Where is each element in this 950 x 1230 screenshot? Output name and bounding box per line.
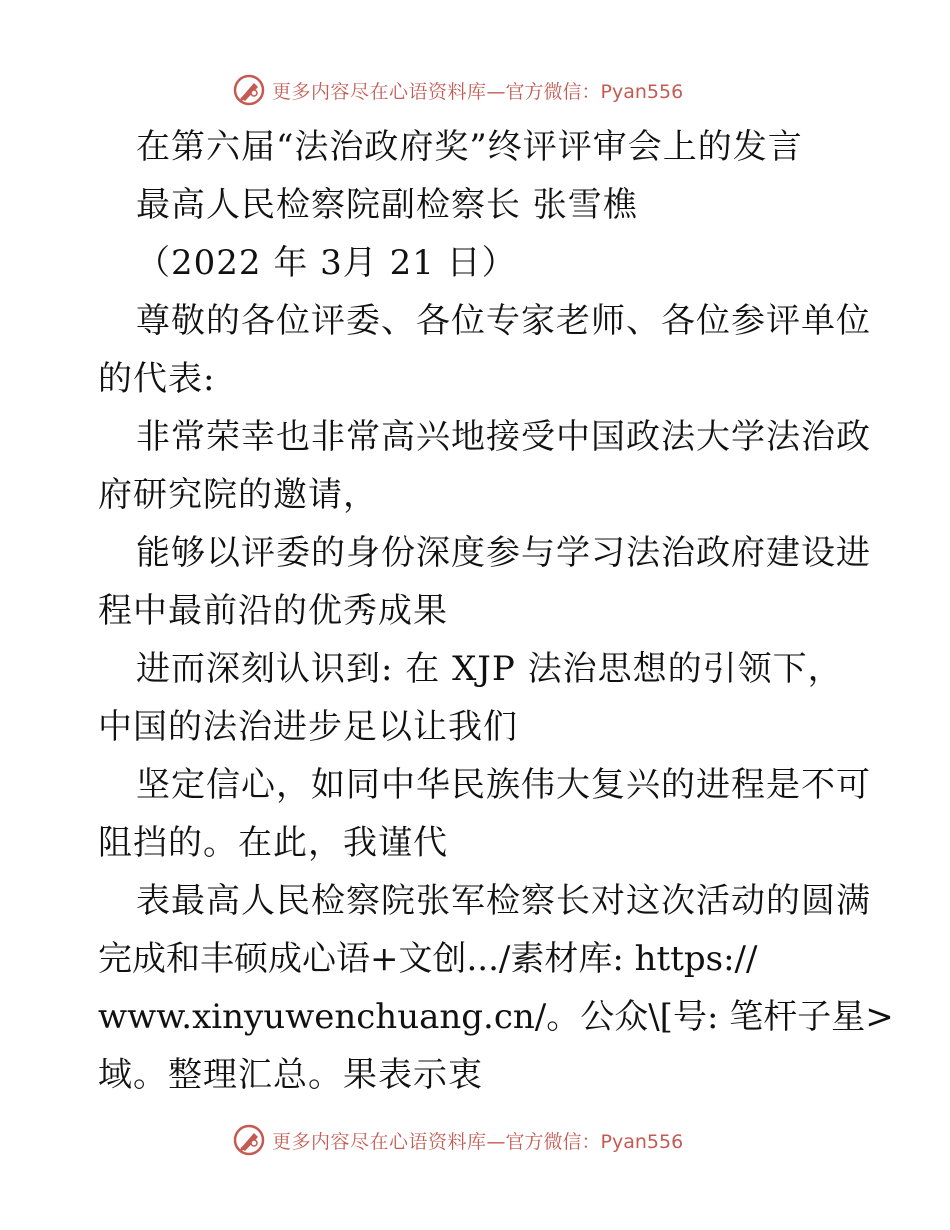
paragraph-4-line-1: 进而深刻认识到: 在 XJP 法治思想的引领下， <box>136 649 843 689</box>
paragraph-1-line-2: 的代表: <box>98 359 216 399</box>
paragraph-6-line-4: 域。整理汇总。果表示衷 <box>98 1055 483 1095</box>
paragraph-3-line-1: 能够以评委的身份深度参与学习法治政府建设进 <box>136 533 871 573</box>
pen-seal-icon <box>232 73 266 107</box>
paragraph-4-line-2: 中国的法治进步足以让我们 <box>98 707 518 747</box>
paragraph-2-line-2: 府研究院的邀请， <box>98 475 378 515</box>
pen-seal-icon <box>232 1123 266 1157</box>
paragraph-2-line-1: 非常荣幸也非常高兴地接受中国政法大学法治政 <box>136 417 871 457</box>
header-banner-text: 更多内容尽在心语资料库 <box>272 80 487 103</box>
footer-banner <box>232 1122 683 1158</box>
paragraph-6-line-2: 完成和丰硕成心语+文创.../素材库: https:// <box>98 939 758 979</box>
paragraph-6-line-3: www.xinyuwenchuang.cn/。公众\[号: 笔杆子星> <box>98 997 894 1037</box>
document-author: 最高人民检察院副检察长 张雪樵 <box>136 185 638 225</box>
document-date: （2022 年 3月 21 日） <box>136 243 517 283</box>
footer-banner-text: 更多内容尽在心语资料库 <box>272 1130 487 1153</box>
paragraph-3-line-2: 程中最前沿的优秀成果 <box>98 591 448 631</box>
header-banner <box>232 72 683 108</box>
paragraph-5-line-1: 坚定信心，如同中华民族伟大复兴的进程是不可 <box>136 765 871 805</box>
header-banner-contact: —官方微信：Pyan556 <box>486 80 684 103</box>
paragraph-1-line-1: 尊敬的各位评委、各位专家老师、各位参评单位 <box>136 301 871 341</box>
document-title: 在第六届“法治政府奖”终评评审会上的发言 <box>136 127 803 167</box>
paragraph-6-line-1: 表最高人民检察院张军检察长对这次活动的圆满 <box>136 881 871 921</box>
paragraph-5-line-2: 阻挡的。在此，我谨代 <box>98 823 448 863</box>
document-body <box>98 118 894 1104</box>
footer-banner-contact: —官方微信：Pyan556 <box>486 1130 684 1153</box>
